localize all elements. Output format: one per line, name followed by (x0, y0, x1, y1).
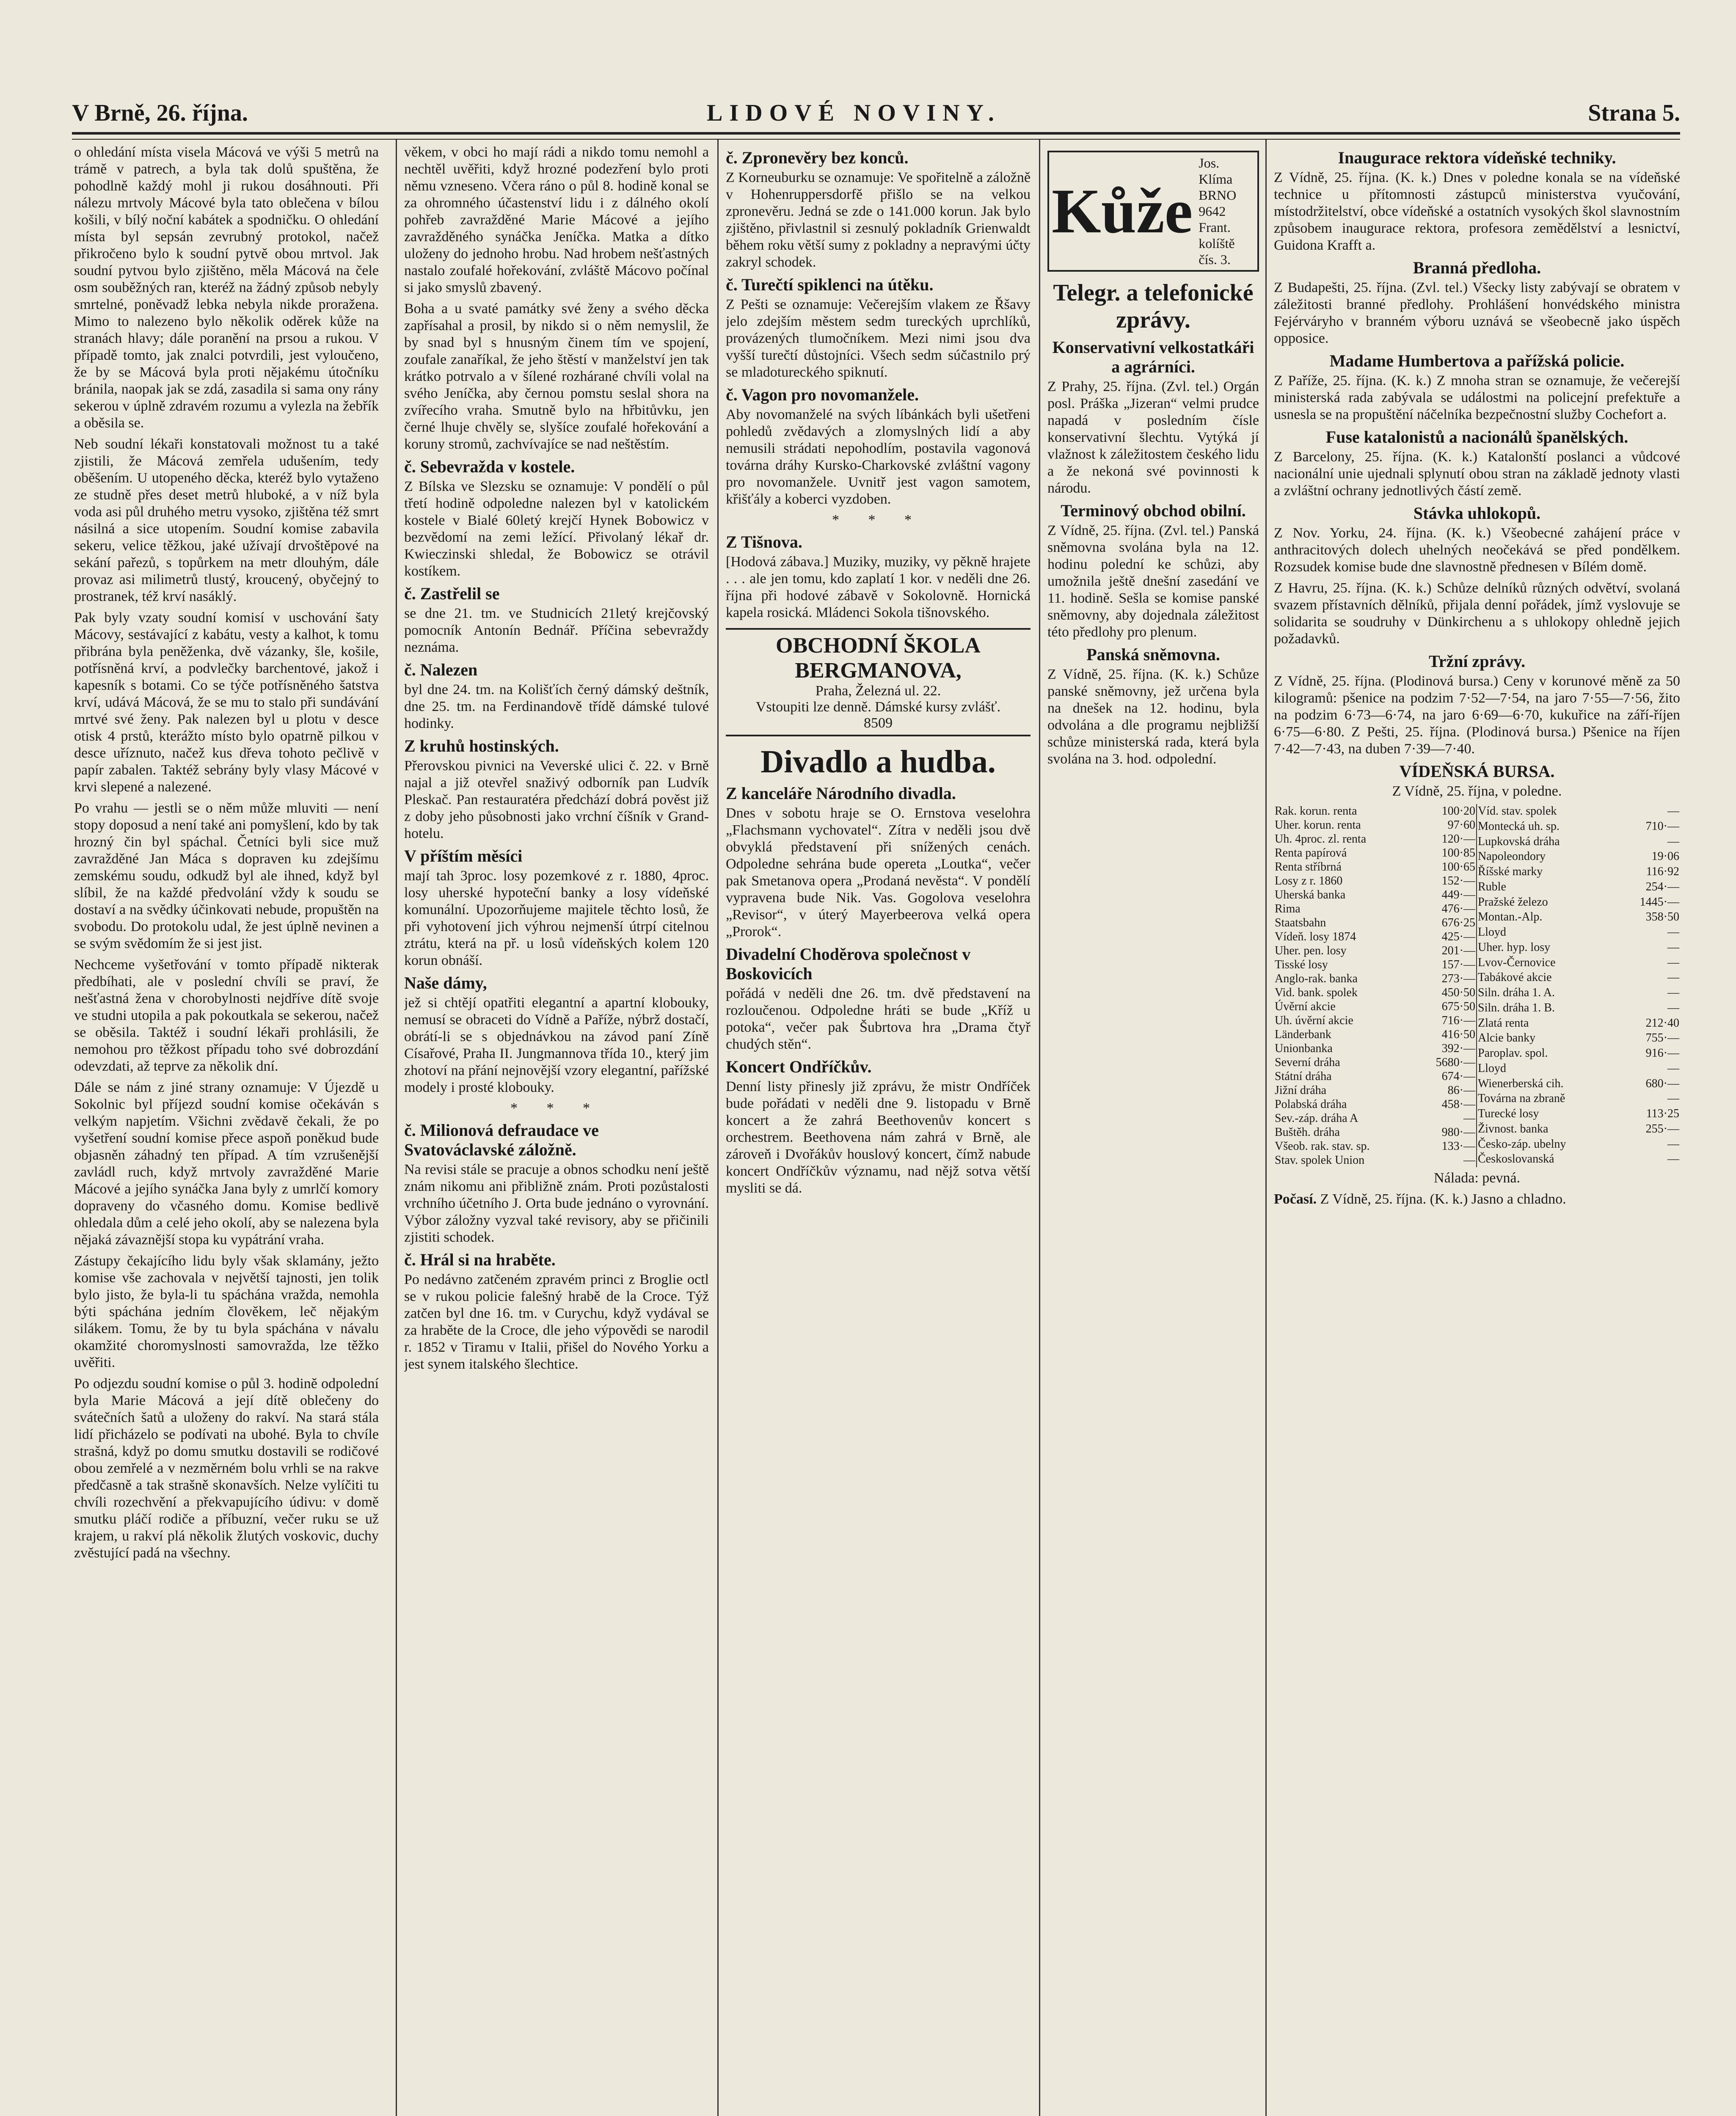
column-5 (1274, 144, 1680, 2116)
bourse-value: 716·— (1416, 1014, 1477, 1028)
bourse-value: 450·50 (1416, 986, 1477, 1000)
column-divider (717, 140, 719, 2116)
bourse-security: Rak. korun. renta (1275, 805, 1357, 818)
news-text: Dnes v sobotu hraje se O. Ernstova veselohra „Flachsmann vychovatel“. Zítra v neděli jsou dvě obvyklá představení při snížených cenách. Odpoledne sehrána bude opereta „Loutka“, večer pak Smetanova opera „Prodaná nevěsta“. V pondělí vypravena bude Nik. Vas. Gogolova veselohra „Revisor“, v úterý Mayerbeerova velká opera „Prorok“. (726, 805, 1031, 940)
bourse-value: 19·06 (1651, 850, 1679, 863)
bourse-row (1274, 902, 1477, 916)
news-text: Z Pešti se oznamuje: Večerejším vlakem ze Řšavy jelo zdejším městem sedm tureckých uprchlíků, provázených tlumočníkem. Mezi nimi jsou dva vyšší turečtí důstojníci. Všech sedm súčastnilo prý se mladotureckého spiknutí. (726, 297, 1031, 380)
bourse-row (1274, 930, 1477, 944)
bourse-security: Uher. pen. losy (1275, 944, 1347, 957)
article-paragraph: Po vrahu — jestli se o něm může mluviti — není stopy doposud a není také ani pomyšlení, kdo by tak hrozný čin byl spáchal. Četníci byli sice muž zavražděné Jan Máca s dopraven ku zdejšímu zemskému soudu, odkudž byl ale ihned, když byl slíbil, že na každé předvolání vždy k soudu se dostaví a na svědky účinkovati nebude, propuštěn na svobodu. Do protokolu udal, že jest úplně nevinen a se svým svědomím že si jest jist. (74, 800, 379, 951)
news-headline: Stávka uhlokopů. (1413, 504, 1541, 523)
article-paragraph: Nechceme vyšetřování v tomto případě nikterak předbíhati, ale v poslední chvíli se praví, že nešťastná žena v chorobylnosti nejdříve dítě svoje ve studni utopila a pak pokoutkala se sekerou, načež se oběsila. Taktéž i soudní lékaři prohlásili, že nemohou pro těžkost případu toho své dobrozdání odevzdati, až teprve za několik dní. (74, 957, 379, 1074)
bourse-row (1274, 1069, 1477, 1083)
bourse-mood: Nálada: pevná. (1434, 1170, 1520, 1186)
news-text: jež si chtějí opatřiti elegantní a apartní klobouky, nemusí se obraceti do Vídně a Paříže, nýbrž dostačí, obrátí-li se s objednávkou na závod paní Zíně Císařové, Praha II. Jungmannova třída 10., který jim zhotoví na přání nejnovější vzory elegantní, pařížské modely i prosté klobouky. (404, 995, 709, 1095)
bourse-value: 212·40 (1645, 1016, 1679, 1030)
news-headline: č. Vagon pro novomanžele. (726, 385, 919, 404)
news-text: Z Vídně, 25. října. (K. k.) Schůze panské sněmovny, jež určena byla na dnešek na 12. hodinu, byla odvolána a dle programu nejbližší schůze ministerská rada, která byla svolána na 3. hod. odpolední. (1047, 667, 1259, 767)
weather-text: Z Vídně, 25. října. (K. k.) Jasno a chladno. (1320, 1191, 1566, 1207)
bourse-value: 97·60 (1416, 818, 1477, 832)
bourse-row (1274, 874, 1477, 888)
news-text: Z Bílska ve Slezsku se oznamuje: V pondělí o půl třetí hodině odpoledne nalezen byl v katolickém kostele v Bialé 60letý krejčí Hynek Bobowicz v bezvědomí na zemi ležící. Přivolaný lékař dr. Kwieczinski shledal, že Bobowicz se otrávil kostíkem. (404, 479, 709, 579)
bourse-row (1477, 986, 1680, 1001)
column-2 (404, 144, 709, 2116)
news-headline: Divadelní Choděrova společnost v Boskovicích (726, 945, 971, 983)
news-headline: č. Milionová defraudace ve Svatováclavské záložně. (404, 1121, 599, 1159)
bourse-value: 255·— (1645, 1122, 1679, 1135)
bourse-value: — (1667, 1001, 1679, 1014)
bourse-value: 116·92 (1646, 865, 1679, 878)
bourse-security: Lloyd (1478, 926, 1506, 939)
page-header (72, 99, 1680, 129)
news-headline: č. Sebevražda v kostele. (404, 457, 575, 476)
bourse-security: Lvov-Černovice (1478, 956, 1556, 969)
school-advertisement (726, 628, 1031, 736)
bourse-value: 676·25 (1416, 916, 1477, 930)
bourse-value: 425·— (1416, 930, 1477, 944)
bourse-value: 113·25 (1646, 1107, 1679, 1120)
news-text: Z Budapešti, 25. října. (Zvl. tel.) Všecky listy zabývají se obratem v záležitosti branné předlohy. Prohlášení honvédského ministra Fejérváryho v branném výboru uznává se všeobecně jako úspěch opposice. (1274, 280, 1680, 346)
bourse-row (1477, 1001, 1680, 1016)
bourse-security: Ruble (1478, 880, 1506, 893)
bourse-row (1274, 1014, 1477, 1028)
bourse-value: 152·— (1416, 874, 1477, 888)
bourse-security: Siln. dráha 1. B. (1478, 1001, 1555, 1014)
article-paragraph: Zástupy čekajícího lidu byly však sklamány, ježto komise vše zachovala v největší tajnosti, jen tolik bylo jisto, že byla-li tu spáchána vražda, nemohla býti spáchána jedním člověkem, leč nějakým silákem. Tomu, že by tu byla spáchána v návalu okamžité choromyslnosti samovražda, lze těžko uvěřiti. (74, 1253, 379, 1370)
bourse-security: Říšské marky (1478, 865, 1543, 878)
bourse-value: — (1667, 1137, 1679, 1151)
bourse-row (1477, 1031, 1680, 1046)
bourse-value: 675·50 (1416, 1000, 1477, 1014)
bourse-value: 916·— (1645, 1047, 1679, 1060)
bourse-value: — (1667, 986, 1679, 999)
bourse-security: Alcie banky (1478, 1031, 1536, 1045)
bourse-value: 680·— (1645, 1077, 1679, 1090)
news-headline: č. Turečtí spiklenci na útěku. (726, 275, 934, 294)
news-headline: Branná předloha. (1413, 258, 1541, 277)
column-3 (726, 144, 1031, 2116)
news-headline: č. Zastřelil se (404, 584, 500, 603)
bourse-value: — (1667, 1092, 1679, 1105)
bourse-value: 358·50 (1645, 910, 1679, 924)
column-divider (1039, 140, 1040, 2116)
ad-address: Praha, Železná ul. 22. (815, 683, 941, 699)
bourse-value: 458·— (1416, 1097, 1477, 1111)
bourse-security: Siln. dráha 1. A. (1478, 986, 1555, 999)
news-headline: Terminový obchod obilní. (1061, 501, 1246, 520)
bourse-row (1274, 1125, 1477, 1139)
news-text: Z Nov. Yorku, 24. října. (K. k.) Všeobecné zahájení práce v anthracitových dolech uhelných neočekává se před pondělkem. Rozsudek komise bude dne slavnostně přednesen v Bílém domě. (1274, 525, 1680, 575)
ad-big-word: Kůže (1052, 176, 1193, 246)
bourse-value: 120·— (1416, 832, 1477, 846)
bourse-value: — (1667, 1152, 1679, 1166)
bourse-value: 674·— (1416, 1069, 1477, 1083)
bourse-value: 1445·— (1640, 895, 1679, 909)
bourse-security: Sev.-záp. dráha A (1275, 1112, 1358, 1125)
bourse-row (1274, 916, 1477, 930)
header-date: V Brně, 26. října. (72, 100, 248, 126)
bourse-row (1274, 1000, 1477, 1014)
bourse-value: 100·85 (1416, 846, 1477, 860)
news-headline: Z kruhů hostinských. (404, 736, 559, 755)
news-text: Aby novomanželé na svých líbánkách byli ušetřeni pohledů zvědavých a zlomyslných lidí a aby nemusili strádati nepohodlím, postavila vagonová továrna dráhy Kursko-Charkovské zvláštní vagony pro novomanžele. Uvnitř jest vagon samotem, křišťály a koberci vyzdoben. (726, 407, 1031, 507)
bourse-security: Polabská dráha (1275, 1098, 1347, 1111)
bourse-security: Napoleondory (1478, 850, 1546, 863)
bourse-row (1274, 1139, 1477, 1153)
bourse-value: 416·50 (1416, 1028, 1477, 1041)
bourse-security: Úvěrní akcie (1275, 1000, 1336, 1013)
bourse-security: Továrna na zbraně (1478, 1092, 1565, 1105)
news-text: Z Vídně, 25. října. (Zvl. tel.) Panská sněmovna svolána byla na 12. hodinu polední ke schůzi, aby umožnila ještě dnešní zasedání ve 11. hodině. Sešla se komise panské sněmovny, aby dojednala záležitost této předlohy pro plenum. (1047, 523, 1259, 640)
bourse-value: 710·— (1645, 819, 1679, 833)
news-text: se dne 21. tm. ve Studnicích 21letý krejčovský pomocník Antonín Bednář. Příčina sebevraždy neznáma. (404, 606, 709, 655)
news-text: [Hodová zábava.] Muziky, muziky, vy pěkně hrajete . . . ale jen tomu, kdo zaplatí 1 kor. v neděli dne 26. října při hodové zábavě v Sokolovně. Hornická kapela rosická. Mládenci Sokola tišnovského. (726, 554, 1031, 620)
column-divider (396, 140, 397, 2116)
bourse-security: Zlatá renta (1478, 1016, 1529, 1030)
bourse-table-right (1477, 804, 1680, 1167)
bourse-row (1274, 832, 1477, 846)
bourse-value: 755·— (1645, 1031, 1679, 1045)
article-paragraph: věkem, v obci ho mají rádi a nikdo tomu nemohl a nechtěl uvěřiti, když hrozné podezření bylo proti němu vzneseno. Včera ráno o půl 8. hodině konal se za ohromného účastenství lidu i z dálného okolí pohřeb zavražděné Marie Mácové a jejího zavražděného synáčka Jeníčka. Matka a dítko uloženy do jednoho hrobu. Nad hrobem nešťastných nastalo zoufalé hořekování, zvláště Mácovo počínal si jako smyslů zbavený. (404, 144, 709, 295)
bourse-value: 86·— (1416, 1083, 1477, 1097)
bourse-security: Vid. bank. spolek (1275, 986, 1358, 999)
bourse-row (1477, 956, 1680, 971)
bourse-security: Montecká uh. sp. (1478, 819, 1560, 833)
bourse-value: 5680·— (1416, 1055, 1477, 1069)
news-text: mají tah 3proc. losy pozemkové z r. 1880, 4proc. losy uherské hypoteční banky a losy vídeňské komunální. Upozorňujeme majitele těchto losů, že při vyhotovení jich výhrou nejmenší útrpí citelnou ztrátu, která na př. u losů vídeňských kolem 120 korun obnáší. (404, 868, 709, 968)
news-headline: Naše dámy, (404, 973, 487, 992)
bourse-security: Víd. stav. spolek (1478, 805, 1557, 818)
bourse-title: VÍDEŇSKÁ BURSA. (1399, 762, 1555, 781)
section-title: Divadlo a hudba. (761, 744, 996, 780)
weather-head: Počasí. (1274, 1191, 1317, 1207)
news-headline: Tržní zprávy. (1428, 652, 1526, 671)
bourse-row (1274, 1083, 1477, 1097)
bourse-value: 273·— (1416, 972, 1477, 986)
bourse-security: Českoslovanská (1478, 1152, 1554, 1166)
bourse-row (1274, 958, 1477, 972)
column-divider (1265, 140, 1267, 2116)
news-text: Z Prahy, 25. října. (Zvl. tel.) Orgán posl. Práška „Jizeran“ velmi prudce napadá v posledním čísle konservativní šlechtu. Vytýká jí vlažnost k záležitostem českého lidu a že nekoná své povinnosti k národu. (1047, 379, 1259, 496)
bourse-row (1274, 888, 1477, 902)
bourse-row (1477, 835, 1680, 850)
bourse-row (1274, 1041, 1477, 1055)
bourse-security: Montan.-Alp. (1478, 910, 1543, 924)
bourse-row (1477, 1046, 1680, 1061)
bourse-security: Uh. úvěrní akcie (1275, 1014, 1353, 1027)
bourse-security: Renta papírová (1275, 846, 1347, 860)
bourse-security: Losy z r. 1860 (1275, 874, 1343, 887)
header-rule (72, 132, 1680, 140)
bourse-security: Živnost. banka (1478, 1122, 1549, 1135)
bourse-value: 133·— (1416, 1139, 1477, 1153)
bourse-row (1477, 925, 1680, 940)
news-headline: V příštím měsíci (404, 846, 523, 865)
bourse-security: Lupkovská dráha (1478, 835, 1560, 848)
news-text: Z Havru, 25. října. (K. k.) Schůze delníků různých odvětví, svolaná svazem přístavních dělníků, přijala denní pořádek, jímž vyslovuje se solidarita se soudruhy v Dünkirchenu a s uhlokopy ohledně jejich požadavků. (1274, 580, 1680, 647)
article-paragraph: Neb soudní lékaři konstatovali možnost tu a také zjistili, že Mácová zemřela udušením, tedy oběšením. U utopeného děcka, kteréž bylo vytaženo ze studně přes deset metrů hluboké, a v níž byla voda asi půl druhého metru vysoko, zjištěna též smrt násilná a sice utopením. Soudní komise zabavila sekeru, velice těžkou, jaké užívají drvoštěpové na sekání pařezů, s topůrkem na metr dlouhým, dále provaz asi milimetrů tlustý, kroucený, obyčejný to prostranek, též krví nasáklý. (74, 436, 379, 604)
bourse-value: 392·— (1416, 1041, 1477, 1055)
news-headline: Z Tišnova. (726, 532, 802, 551)
news-text: Přerovskou pivnici na Veverské ulici č. 22. v Brně najal a již otevřel snaživý odborník pan Ludvík Pleskač. Pan restauratéra předchází dobrá pověst již z doby jeho působnosti jako vrchní číšník v Grand-hotelu. (404, 758, 709, 841)
separator-stars: * * * (510, 1100, 603, 1116)
news-text: pořádá v neděli dne 26. tm. dvě představení na rozloučenou. Odpoledne hráti se bude „Kříž u potoka“, večer pak Šubrtova hra „Drama čtyř chudých stěn“. (726, 986, 1031, 1052)
bourse-security: Tisské losy (1275, 958, 1328, 971)
bourse-row (1477, 819, 1680, 835)
bourse-value: — (1667, 971, 1679, 984)
news-text: Z Paříže, 25. října. (K. k.) Z mnoha stran se oznamuje, že večerejší ministerská rada zabývala se událostmi na policejní prefektuře a usnesla se na propuštění náčelníka bezpečnostní služby Cochefort a. (1274, 373, 1680, 422)
bourse-row (1274, 1153, 1477, 1167)
news-text: Po nedávno zatčeném zpravém princi z Broglie octl se v rukou policie falešný hrabě de la Croce. Týž zatčen byl dne 16. tm. v Curychu, když vydával se za hraběte de la Croce, dle jeho výpovědi se narodil r. 1852 v Tiramu v Italii, přišel do Nového Yorku a jest synem italského šlechtice. (404, 1272, 709, 1372)
bourse-security: Unionbanka (1275, 1042, 1333, 1055)
bourse-security: Stav. spolek Union (1275, 1154, 1365, 1167)
bourse-row (1477, 849, 1680, 865)
news-text: Na revisi stále se pracuje a obnos schodku není ještě znám nikomu ani přibližně znám. Proti pozůstalosti vrchního účetního J. Orta bude jednáno o vyrovnání. Výbor záložny vyzval také revisory, aby se přičinili zjistiti schodek. (404, 1162, 709, 1245)
bourse-security: Tabákové akcie (1478, 971, 1552, 984)
bourse-row (1477, 1077, 1680, 1092)
bourse-row (1274, 846, 1477, 860)
bourse-security: Uherská banka (1275, 888, 1346, 901)
news-text: Z Barcelony, 25. října. (K. k.) Katalonští poslanci a vůdcové nacionální unie ujednali splynutí obou stran na základě jednoty vlasti a zvláštní ochrany jednotlivých částí země. (1274, 449, 1680, 499)
bourse-value: 100·65 (1416, 860, 1477, 874)
bourse-value: — (1667, 805, 1679, 818)
bourse-subtitle: Z Vídně, 25. října, v poledne. (1392, 783, 1562, 799)
bourse-row (1274, 1028, 1477, 1041)
news-headline: Konservativní velkostatkáři a agrárníci. (1052, 338, 1254, 376)
bourse-row (1477, 865, 1680, 880)
bourse-row (1274, 1055, 1477, 1069)
bourse-security: Státní dráha (1275, 1070, 1332, 1083)
news-headline: Madame Humbertova a pařížská policie. (1329, 351, 1625, 370)
bourse-row (1274, 1111, 1477, 1125)
news-headline: Inaugurace rektora vídeňské techniky. (1338, 148, 1616, 167)
bourse-row (1274, 818, 1477, 832)
bourse-table-left (1274, 804, 1477, 1167)
bourse-row (1477, 1091, 1680, 1107)
news-headline: Z kanceláře Národního divadla. (726, 784, 956, 803)
news-text: byl dne 24. tm. na Kolišťích černý dámský deštník, dne 25. tm. na Ferdinandově třídě dámské tulové hodinky. (404, 682, 709, 731)
bourse-security: Severní dráha (1275, 1056, 1340, 1069)
bourse-value: — (1416, 1153, 1477, 1167)
article-paragraph: Po odjezdu soudní komise o půl 3. hodině odpolední byla Marie Mácová a její dítě oblečeny do svátečních šatů a uloženy do rakví. Na stará stála lidí přicházelo se podívati na ubohé. Byla to chvíle strašná, když po domu smutku dostavili se rodičové obou zemřelé a v nezměrném bolu vrhli se na rakve předčasně a tak strašně skonavších. Nelze vylíčiti tu chvíli rozechvění a překvapujícího údivu: v domě smutku pláčí rodiče a příbuzní, večer ruku se už krajem, u rakví plá několik žlutých voskovic, duchy zvěstující padá na všechny. (74, 1376, 379, 1561)
bourse-value: — (1667, 940, 1679, 954)
bourse-security: Renta stříbrná (1275, 860, 1342, 873)
news-text: Z Korneuburku se oznamuje: Ve spořitelně a záložně v Hohenruppersdorfě přišlo se na velkou zpronevěru. Jedná se zde o 141.000 korun. Jak bylo zjištěno, přivlastnil si zesnulý pokladník Grienwaldt během roku větší sumy z pokladny a nepravými účty zakryl schodek. (726, 170, 1031, 270)
bourse-row (1274, 986, 1477, 1000)
bourse-row (1274, 944, 1477, 958)
bourse-row (1274, 972, 1477, 986)
bourse-row (1274, 1097, 1477, 1111)
news-text: Z Vídně, 25. října. (Plodinová bursa.) Ceny v korunové měně za 50 kilogramů: pšenice na podzim 7·52—7·54, na jaro 7·55—7·56, žito na podzim 6·73—6·74, na jaro 6·69—6·70, kukuřice na září-říjen 6·75—6·80. Z Pešti, 25. října. (Plodinová bursa.) Pšenice na říjen 7·42—7·43, na duben 7·39—7·40. (1274, 673, 1680, 757)
bourse-security: Uher. hyp. losy (1478, 940, 1551, 954)
bourse-value: 100·20 (1416, 804, 1477, 818)
bourse-value: 449·— (1416, 888, 1477, 902)
bourse-value: 980·— (1416, 1125, 1477, 1139)
column-4 (1047, 144, 1259, 2116)
bourse-row (1477, 1122, 1680, 1137)
bourse-row (1274, 860, 1477, 874)
bourse-security: Vídeň. losy 1874 (1275, 930, 1356, 943)
bourse-value: — (1667, 1061, 1679, 1075)
bourse-row (1477, 1152, 1680, 1167)
bourse-value: 157·— (1416, 958, 1477, 972)
ad-name: Jos. Klíma (1199, 155, 1233, 187)
weather-report (1274, 1191, 1680, 1208)
news-headline: Koncert Ondříčkův. (726, 1057, 872, 1076)
bourse-row (1477, 910, 1680, 925)
bourse-row (1477, 1107, 1680, 1122)
bourse-security: Turecké losy (1478, 1107, 1539, 1120)
bourse-value: — (1667, 926, 1679, 939)
section-title: Telegr. a telefonické zprávy. (1053, 280, 1254, 333)
article-paragraph: Boha a u svaté památky své ženy a svého děcka zapřísahal a prosil, by nikdo si o něm nemyslil, že by snad byl s hnusným činem tím ve spojení, zoufale zanaříkal, že jeho štěstí v manželství jen tak krátko potrvalo a v šílené rozhárané chvíli volal na svého Jeníčka, aby černou pomstu seslal shora na zvířecího vraha. Smutně bylo na hřbitůvku, jen černé lhuje chvěly se, slyšíce zoufalé hořekování a koruny stromů, zachvívajíce se nad neštěstím. (404, 301, 709, 452)
bourse-security: Česko-záp. ubelny (1478, 1137, 1566, 1151)
bourse-security: Länderbank (1275, 1028, 1331, 1041)
bourse-value: 476·— (1416, 902, 1477, 916)
leather-advertisement (1047, 151, 1259, 272)
bourse-security: Všeob. rak. stav. sp. (1275, 1140, 1370, 1153)
news-text: Denní listy přinesly již zprávu, že mistr Ondříček bude pořádati v neděli dne 9. listopadu v Brně koncert a že zahrá Beethovenův koncert s orchestrem. Beethovena nám zahrá v Brně, ale zároveň i Dvořákův houslový koncert, čímž nabude koncert Ondříčkův významu, nad nějž sotva větší mysliti se dá. (726, 1079, 1031, 1196)
article-paragraph: Dále se nám z jiné strany oznamuje: V Újezdě u Sokolnic byl příjezd soudní komise očekáván s velkým napjetím. Všichni zvědavě čekali, že po vyšetření soudní komise přece aspoň poněkud bude objasněn záhadný ten případ. A tím vzrušenější zavládl ruch, když mrtvoly zavražděné Marie Mácové a jejího synáčka Jana byly z umrlčí komory dopraveny do včasného domu. Komise bedlivě ohledala dům a celé jeho okolí, aby se nalezena byla nějaká závaznější stopa ku vypátrání vraha. (74, 1080, 379, 1248)
bourse-row (1477, 970, 1680, 986)
bourse-security: Uher. korun. renta (1275, 818, 1361, 832)
header-page-number: Strana 5. (1588, 100, 1680, 126)
ad-note: Vstoupiti lze denně. Dámské kursy zvlášť. (755, 699, 1001, 715)
bourse-table (1274, 804, 1680, 1167)
bourse-row (1477, 1137, 1680, 1152)
bourse-row (1477, 880, 1680, 895)
ad-code: 9642 (1199, 204, 1226, 219)
bourse-value: 254·— (1645, 880, 1679, 893)
ad-title: OBCHODNÍ ŠKOLA BERGMANOVA, (776, 634, 981, 683)
ad-address: Frant. kolíště čís. 3. (1199, 220, 1235, 267)
bourse-security: Uh. 4proc. zl. renta (1275, 832, 1367, 846)
bourse-security: Jižní dráha (1275, 1084, 1327, 1097)
ad-city: BRNO (1199, 187, 1237, 203)
header-title: LIDOVÉ NOVINY. (707, 100, 1001, 126)
bourse-security: Pražské železo (1478, 895, 1548, 909)
news-headline: Fuse katalonistů a nacionálů španělských. (1325, 427, 1629, 446)
news-text: Z Vídně, 25. října. (K. k.) Dnes v poledne konala se na vídeňské technice u přítomnosti zástupců ministerstva vyučování, místodržitelství, obce vídeňské a ostatních vysokých škol slavnostním způsobem inaugurace rektora, profesora zemědělství a lesnictví, Guidona Krafft a. (1274, 170, 1680, 253)
bourse-value: — (1667, 956, 1679, 969)
bourse-row (1274, 804, 1477, 818)
bourse-row (1477, 940, 1680, 956)
article-paragraph: o ohledání místa visela Mácová ve výši 5 metrů na trámě v patrech, a byla tak dolů spuštěna, že pohodlně každý mohl ji rukou dosáhnouti. Při nálezu mrtvoly Mácové byla tato oblečena v bílou košili, v bílý noční kabátek a spodničku. O ohledání místa byl sepsán zevrubný protokol, načež přikročeno bylo k soudní pytvě obou mrtvol. Jak soudní pytvou bylo zjištěno, měla Mácová na čele osm souběžných ran, kteréž na žádný způsob nebyly smrtelné, poněvadž lebka nebyla nikde proražena. Mimo to nalezeno bylo několik oděrek kůže na stranách hlavy; dále poranění na prsou a rukou. V případě tomto, jak znalci potvrdili, jest vyloučeno, že by se Mácová byla proti nějakému útočníku bránila, naopak jak se zdá, zasadila si sama ony rány sekerou v úplně zdravém rozumu a vylezla na žebřík a oběsila se. (74, 144, 379, 431)
ad-code: 8509 (864, 715, 893, 731)
news-headline: č. Hrál si na hraběte. (404, 1250, 556, 1269)
bourse-security: Anglo-rak. banka (1275, 972, 1358, 985)
bourse-security: Wienerberská cih. (1478, 1077, 1564, 1090)
bourse-row (1477, 1016, 1680, 1031)
bourse-security: Staatsbahn (1275, 916, 1326, 929)
separator-stars: * * * (832, 512, 924, 528)
column-1 (74, 144, 379, 2116)
article-paragraph: Pak byly vzaty soudní komisí v uschování šaty Mácovy, sestávající z kabátu, vesty a kalhot, k tomu přibrána byla peněženka, dvě vázanky, šle, košile, potřísněná krví, a podvlečky barchentové, jakož i kapesník s botami. Co se týče potřísněného šatstva krví, udává Mácová, že se mu to stalo při sundávání mrtvé své ženy. Pak nalezen byl u plotu v desce otisk 4 prstů, kterážto místo bylo opatrně pilkou v desce uříznuto, načež kus dřeva tohoto pečlivě v papír zabalen. Taktéž sebrány byly vlasy Mácové v krvi slepené a nalezené. (74, 610, 379, 795)
news-headline: Panská sněmovna. (1086, 645, 1220, 664)
bourse-security: Lloyd (1478, 1061, 1506, 1075)
bourse-security: Buštěh. dráha (1275, 1126, 1340, 1139)
bourse-value: — (1416, 1111, 1477, 1125)
bourse-row (1477, 1061, 1680, 1077)
bourse-row (1477, 804, 1680, 819)
bourse-security: Rima (1275, 902, 1301, 915)
news-headline: č. Nalezen (404, 660, 478, 679)
bourse-row (1477, 895, 1680, 910)
bourse-security: Paroplav. spol. (1478, 1047, 1548, 1060)
bourse-value: 201·— (1416, 944, 1477, 958)
news-headline: č. Zpronevěry bez konců. (726, 148, 909, 167)
bourse-value: — (1667, 835, 1679, 848)
